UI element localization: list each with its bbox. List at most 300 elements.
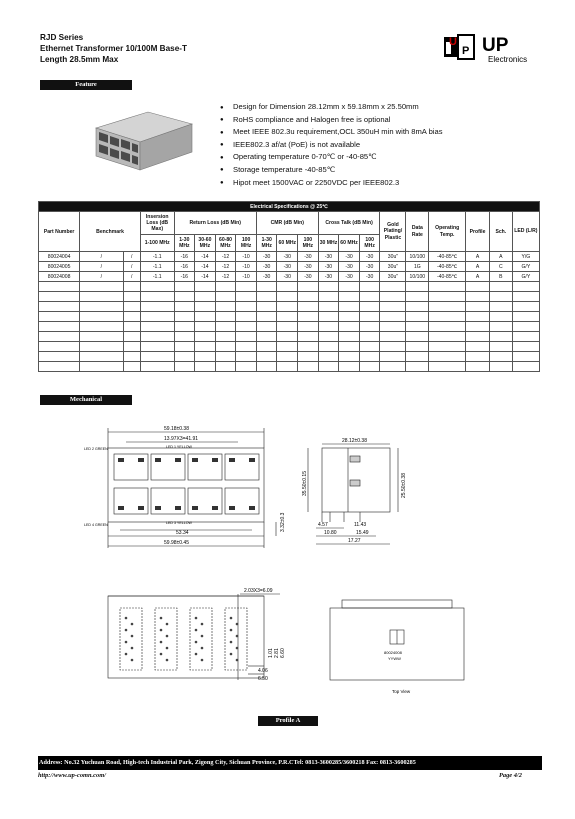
table-cell: -12 bbox=[215, 252, 236, 262]
logo-p-letter: P bbox=[462, 45, 470, 57]
table-cell bbox=[429, 352, 466, 362]
table-cell bbox=[140, 352, 174, 362]
table-cell: -14 bbox=[195, 262, 216, 272]
table-cell bbox=[429, 312, 466, 322]
table-cell bbox=[489, 282, 512, 292]
table-cell: 30u" bbox=[380, 272, 406, 282]
table-cell bbox=[429, 302, 466, 312]
footer-page: Page 4/2 bbox=[499, 772, 522, 779]
table-cell bbox=[236, 362, 257, 372]
dim-660: 6.60 bbox=[280, 648, 286, 658]
table-cell bbox=[277, 292, 298, 302]
table-cell bbox=[359, 322, 380, 332]
table-cell bbox=[380, 342, 406, 352]
table-cell bbox=[466, 362, 490, 372]
dim-650: 6.50 bbox=[258, 676, 268, 682]
table-cell bbox=[489, 352, 512, 362]
table-cell bbox=[195, 292, 216, 302]
table-cell bbox=[123, 352, 140, 362]
dim-281: 2.81 bbox=[274, 648, 280, 658]
table-cell: -30 bbox=[359, 252, 380, 262]
table-cell bbox=[123, 342, 140, 352]
table-cell bbox=[466, 332, 490, 342]
table-cell bbox=[406, 362, 429, 372]
series-title: RJD Series bbox=[40, 33, 84, 42]
table-cell bbox=[406, 302, 429, 312]
table-cell: -30 bbox=[256, 262, 277, 272]
table-cell bbox=[339, 292, 360, 302]
table-cell bbox=[80, 342, 123, 352]
col-cmr: CMR (dB Min) bbox=[256, 212, 318, 235]
table-cell bbox=[429, 282, 466, 292]
table-cell bbox=[80, 322, 123, 332]
table-body bbox=[39, 252, 540, 372]
top-view-label: Top View bbox=[392, 689, 411, 694]
table-cell: A bbox=[466, 272, 490, 282]
freq-rl: 30-60 MHz bbox=[195, 235, 216, 252]
table-cell bbox=[123, 282, 140, 292]
table-cell bbox=[140, 282, 174, 292]
freq-cmr: 60 MHz bbox=[277, 235, 298, 252]
dim-101: 1.01 bbox=[268, 648, 274, 658]
table-cell bbox=[466, 292, 490, 302]
table-cell bbox=[359, 352, 380, 362]
table-cell bbox=[123, 302, 140, 312]
table-cell bbox=[298, 342, 319, 352]
col-data-rate: Data Rate bbox=[406, 212, 429, 252]
table-cell bbox=[339, 362, 360, 372]
feature-item: ● Storage temperature -40-85℃ bbox=[220, 164, 443, 177]
freq-ct: 60 MHz bbox=[339, 235, 360, 252]
table-cell bbox=[39, 342, 80, 352]
table-cell bbox=[318, 312, 339, 322]
table-cell bbox=[215, 352, 236, 362]
dim-1727: 17.27 bbox=[348, 538, 361, 544]
dim-side-width: 28.12±0.38 bbox=[342, 438, 367, 444]
col-part-number: Part Number bbox=[39, 212, 80, 252]
table-cell bbox=[489, 332, 512, 342]
table-cell bbox=[298, 332, 319, 342]
table-cell: A bbox=[466, 252, 490, 262]
table-cell bbox=[277, 322, 298, 332]
table-cell: -30 bbox=[256, 272, 277, 282]
table-cell bbox=[512, 322, 539, 332]
table-cell bbox=[80, 302, 123, 312]
dim-1080: 10.80 bbox=[324, 530, 337, 536]
table-cell bbox=[215, 362, 236, 372]
table-title: Electrical Specifications @ 25℃ bbox=[39, 202, 540, 212]
rj45-connector-photo bbox=[88, 108, 198, 174]
col-operating-temp: Operating Temp. bbox=[429, 212, 466, 252]
table-cell: 30u" bbox=[380, 262, 406, 272]
table-cell bbox=[359, 292, 380, 302]
feature-item: ● IEEE802.3 af/at (PoE) is not available bbox=[220, 139, 443, 152]
table-cell bbox=[174, 302, 195, 312]
electrical-spec-table bbox=[38, 201, 540, 372]
table-cell: 80024004 bbox=[39, 252, 80, 262]
col-profile: Profile bbox=[466, 212, 490, 252]
table-cell bbox=[215, 332, 236, 342]
table-cell: -30 bbox=[359, 272, 380, 282]
col-insertion-loss: Insersion Loss (dB Max) bbox=[140, 212, 174, 235]
table-cell bbox=[256, 342, 277, 352]
top-view bbox=[330, 600, 464, 680]
front-view bbox=[108, 428, 276, 548]
dim-pin-pitch: 2.03X3=6.09 bbox=[244, 588, 273, 594]
table-cell: -16 bbox=[174, 272, 195, 282]
table-cell bbox=[429, 332, 466, 342]
feature-item: ● Operating temperature 0-70℃ or -40-85℃ bbox=[220, 151, 443, 164]
feature-item: ● Meet IEEE 802.3u requirement,OCL 350uH min with 8mA bias bbox=[220, 126, 443, 139]
table-cell bbox=[39, 362, 80, 372]
table-cell bbox=[339, 352, 360, 362]
table-cell bbox=[174, 282, 195, 292]
table-cell: -30 bbox=[277, 272, 298, 282]
table-cell bbox=[140, 342, 174, 352]
table-cell bbox=[236, 352, 257, 362]
table-cell: / bbox=[123, 252, 140, 262]
dim-port-pitch: 13.97X3=41.91 bbox=[164, 436, 199, 442]
table-cell bbox=[406, 292, 429, 302]
table-cell bbox=[298, 322, 319, 332]
table-cell bbox=[380, 332, 406, 342]
table-cell bbox=[80, 292, 123, 302]
table-cell bbox=[489, 342, 512, 352]
table-cell bbox=[39, 312, 80, 322]
table-cell bbox=[80, 352, 123, 362]
table-cell bbox=[406, 352, 429, 362]
table-cell bbox=[380, 312, 406, 322]
table-cell bbox=[298, 302, 319, 312]
led1-label: LED 1 YELLOW bbox=[166, 445, 192, 449]
top-part-mark: 80024008 bbox=[384, 650, 402, 655]
table-cell: 80024005 bbox=[39, 262, 80, 272]
table-cell: -30 bbox=[318, 252, 339, 262]
table-cell bbox=[123, 292, 140, 302]
table-cell bbox=[174, 322, 195, 332]
table-cell bbox=[406, 342, 429, 352]
table-cell bbox=[512, 312, 539, 322]
table-cell bbox=[195, 332, 216, 342]
dim-406: 4.06 bbox=[258, 668, 268, 674]
table-cell: / bbox=[123, 272, 140, 282]
mechanical-drawing bbox=[80, 418, 500, 703]
bottom-view bbox=[108, 594, 280, 680]
table-cell bbox=[80, 332, 123, 342]
table-cell bbox=[380, 322, 406, 332]
table-cell: / bbox=[123, 262, 140, 272]
footer-url[interactable]: http://www.up-comn.com/ bbox=[38, 772, 106, 779]
table-cell bbox=[80, 362, 123, 372]
table-cell bbox=[318, 322, 339, 332]
table-cell bbox=[195, 322, 216, 332]
table-cell bbox=[140, 302, 174, 312]
table-cell: -14 bbox=[195, 272, 216, 282]
table-cell bbox=[466, 342, 490, 352]
table-cell: A bbox=[489, 252, 512, 262]
table-cell: -1.1 bbox=[140, 262, 174, 272]
table-cell bbox=[195, 312, 216, 322]
table-cell: A bbox=[466, 262, 490, 272]
document-header bbox=[40, 32, 187, 65]
table-cell: -14 bbox=[195, 252, 216, 262]
table-cell bbox=[277, 342, 298, 352]
table-cell bbox=[380, 302, 406, 312]
table-cell bbox=[277, 352, 298, 362]
table-cell: B bbox=[489, 272, 512, 282]
table-cell bbox=[429, 342, 466, 352]
table-cell bbox=[236, 292, 257, 302]
led4-label: LED 4 GREEN bbox=[84, 523, 108, 527]
table-cell bbox=[236, 332, 257, 342]
table-cell bbox=[277, 362, 298, 372]
table-cell bbox=[256, 292, 277, 302]
table-cell bbox=[39, 322, 80, 332]
col-sch: Sch. bbox=[489, 212, 512, 252]
table-cell bbox=[466, 312, 490, 322]
dim-width-overall: 59.18±0.38 bbox=[164, 426, 189, 432]
length-title: Length 28.5mm Max bbox=[40, 55, 119, 64]
table-cell bbox=[39, 302, 80, 312]
side-view bbox=[308, 444, 398, 544]
table-cell bbox=[174, 342, 195, 352]
table-cell bbox=[512, 302, 539, 312]
table-cell bbox=[298, 352, 319, 362]
table-cell: 80024008 bbox=[39, 272, 80, 282]
table-cell bbox=[318, 302, 339, 312]
table-cell: / bbox=[80, 252, 123, 262]
feature-item: ● RoHS compliance and Halogen free is optional bbox=[220, 114, 443, 127]
table-cell bbox=[380, 352, 406, 362]
table-cell bbox=[174, 292, 195, 302]
freq-cmr: 1-30 MHz bbox=[256, 235, 277, 252]
table-cell: 30u" bbox=[380, 252, 406, 262]
logo-text: UP bbox=[482, 35, 509, 56]
table-cell bbox=[429, 292, 466, 302]
table-cell: 10/100 bbox=[406, 252, 429, 262]
table-cell bbox=[215, 282, 236, 292]
table-cell bbox=[380, 362, 406, 372]
freq-ct: 30 MHz bbox=[318, 235, 339, 252]
table-cell bbox=[215, 322, 236, 332]
table-cell bbox=[466, 322, 490, 332]
table-cell bbox=[318, 352, 339, 362]
feature-item: ● Design for Dimension 28.12mm x 59.18mm x 25.50mm bbox=[220, 101, 443, 114]
table-cell bbox=[298, 312, 319, 322]
feature-list bbox=[220, 101, 443, 189]
table-cell bbox=[406, 332, 429, 342]
table-cell bbox=[39, 292, 80, 302]
table-cell bbox=[466, 352, 490, 362]
table-cell bbox=[236, 342, 257, 352]
table-cell bbox=[195, 342, 216, 352]
table-cell bbox=[174, 362, 195, 372]
table-cell bbox=[236, 312, 257, 322]
table-cell bbox=[406, 322, 429, 332]
table-cell bbox=[298, 362, 319, 372]
table-cell bbox=[123, 362, 140, 372]
table-row-empty bbox=[39, 292, 540, 302]
table-cell bbox=[380, 282, 406, 292]
table-cell bbox=[298, 282, 319, 292]
table-cell bbox=[339, 342, 360, 352]
table-cell bbox=[318, 342, 339, 352]
table-cell bbox=[174, 352, 195, 362]
table-cell bbox=[359, 282, 380, 292]
table-row bbox=[39, 272, 540, 282]
table-cell bbox=[359, 362, 380, 372]
table-row bbox=[39, 252, 540, 262]
mechanical-bar: Mechanical bbox=[40, 395, 132, 405]
table-cell: / bbox=[80, 272, 123, 282]
table-cell: -30 bbox=[339, 262, 360, 272]
table-cell bbox=[277, 282, 298, 292]
table-cell bbox=[512, 332, 539, 342]
table-cell bbox=[256, 352, 277, 362]
table-cell bbox=[256, 332, 277, 342]
table-cell bbox=[406, 312, 429, 322]
table-row-empty bbox=[39, 362, 540, 372]
table-cell bbox=[339, 322, 360, 332]
freq-cmr: 100 MHz bbox=[298, 235, 319, 252]
table-cell: -10 bbox=[236, 252, 257, 262]
col-gold-plating: Gold Plating/ Plastic bbox=[380, 212, 406, 252]
table-cell bbox=[195, 352, 216, 362]
col-led: LED (L/R) bbox=[512, 212, 539, 252]
table-cell bbox=[359, 332, 380, 342]
table-cell: G/Y bbox=[512, 272, 539, 282]
table-cell bbox=[236, 282, 257, 292]
table-cell: -40-85℃ bbox=[429, 252, 466, 262]
freq-rl: 1-30 MHz bbox=[174, 235, 195, 252]
table-cell: C bbox=[489, 262, 512, 272]
table-cell bbox=[318, 292, 339, 302]
table-cell bbox=[123, 332, 140, 342]
table-cell bbox=[256, 282, 277, 292]
table-cell: -10 bbox=[236, 272, 257, 282]
table-cell bbox=[123, 312, 140, 322]
table-cell bbox=[512, 362, 539, 372]
table-cell bbox=[359, 302, 380, 312]
table-cell: Y/G bbox=[512, 252, 539, 262]
table-row bbox=[39, 262, 540, 272]
table-cell bbox=[512, 292, 539, 302]
table-cell: -30 bbox=[359, 262, 380, 272]
table-cell: -30 bbox=[318, 272, 339, 282]
dim-457: 4.57 bbox=[318, 522, 328, 528]
footer-address: Address: No.32 Yuchuan Road, High-tech Industrial Park, Zigong City, Sichuan Province, P.R.CTel: 0813-3600285/3600218 Fax: 0813-3600285 bbox=[38, 756, 542, 770]
table-cell bbox=[277, 312, 298, 322]
led2-label: LED 2 GREEN bbox=[84, 447, 108, 451]
table-cell: -1.1 bbox=[140, 272, 174, 282]
table-cell bbox=[140, 312, 174, 322]
table-cell bbox=[80, 282, 123, 292]
dim-left-height: 35.50±0.15 bbox=[302, 471, 308, 496]
table-cell bbox=[339, 302, 360, 312]
table-cell bbox=[277, 332, 298, 342]
table-cell bbox=[489, 312, 512, 322]
led3-label: LED 3 YELLOW bbox=[166, 521, 192, 525]
table-row-empty bbox=[39, 322, 540, 332]
table-cell bbox=[512, 342, 539, 352]
table-cell: 10/100 bbox=[406, 272, 429, 282]
table-cell bbox=[489, 362, 512, 372]
table-cell bbox=[195, 282, 216, 292]
freq-rl: 100 MHz bbox=[236, 235, 257, 252]
table-cell: / bbox=[80, 262, 123, 272]
table-cell: -30 bbox=[277, 262, 298, 272]
table-cell bbox=[215, 302, 236, 312]
top-date-code: YYWW bbox=[388, 656, 401, 661]
table-cell bbox=[140, 292, 174, 302]
logo-u-letter: U bbox=[449, 36, 457, 48]
col-benchmark: Benchmark bbox=[80, 212, 141, 252]
dim-width-bottom: 59.98±0.45 bbox=[164, 540, 189, 546]
table-cell bbox=[140, 322, 174, 332]
table-cell bbox=[39, 352, 80, 362]
table-cell: -12 bbox=[215, 272, 236, 282]
table-cell bbox=[215, 312, 236, 322]
table-cell: -12 bbox=[215, 262, 236, 272]
product-title: Ethernet Transformer 10/100M Base-T bbox=[40, 44, 187, 53]
dim-1143: 11.43 bbox=[354, 522, 367, 528]
feature-item: ● Hipot meet 1500VAC or 2250VDC per IEEE802.3 bbox=[220, 177, 443, 190]
table-cell bbox=[489, 292, 512, 302]
dim-pin-span: 53.34 bbox=[176, 530, 189, 536]
table-cell bbox=[277, 302, 298, 312]
table-cell bbox=[174, 332, 195, 342]
table-cell: -30 bbox=[318, 262, 339, 272]
table-cell: 1G bbox=[406, 262, 429, 272]
table-cell bbox=[489, 322, 512, 332]
profile-bar: Profile A bbox=[258, 716, 318, 726]
freq-rl: 60-80 MHz bbox=[215, 235, 236, 252]
table-cell bbox=[318, 282, 339, 292]
table-cell bbox=[339, 332, 360, 342]
freq-il: 1-100 MHz bbox=[140, 235, 174, 252]
table-cell bbox=[195, 302, 216, 312]
table-cell bbox=[359, 312, 380, 322]
table-cell bbox=[380, 292, 406, 302]
table-cell bbox=[318, 332, 339, 342]
logo-subtext: Electronics bbox=[488, 55, 528, 64]
table-cell bbox=[140, 362, 174, 372]
table-row-empty bbox=[39, 342, 540, 352]
table-cell bbox=[512, 282, 539, 292]
table-cell bbox=[215, 342, 236, 352]
table-cell bbox=[140, 332, 174, 342]
table-cell: -40-85℃ bbox=[429, 262, 466, 272]
table-cell: -30 bbox=[277, 252, 298, 262]
table-cell: -40-85℃ bbox=[429, 272, 466, 282]
dim-332: 3.32±0.3 bbox=[280, 512, 286, 532]
table-cell: -1.1 bbox=[140, 252, 174, 262]
table-row-empty bbox=[39, 332, 540, 342]
table-row-empty bbox=[39, 302, 540, 312]
table-cell: -30 bbox=[298, 262, 319, 272]
table-cell bbox=[215, 292, 236, 302]
table-cell bbox=[466, 302, 490, 312]
table-cell bbox=[429, 362, 466, 372]
col-cross-talk: Cross Talk (dB Min) bbox=[318, 212, 380, 235]
table-cell: -30 bbox=[339, 252, 360, 262]
table-cell bbox=[339, 282, 360, 292]
table-cell bbox=[256, 362, 277, 372]
table-cell bbox=[39, 332, 80, 342]
table-cell bbox=[298, 292, 319, 302]
table-cell bbox=[339, 312, 360, 322]
up-electronics-logo bbox=[444, 32, 544, 66]
